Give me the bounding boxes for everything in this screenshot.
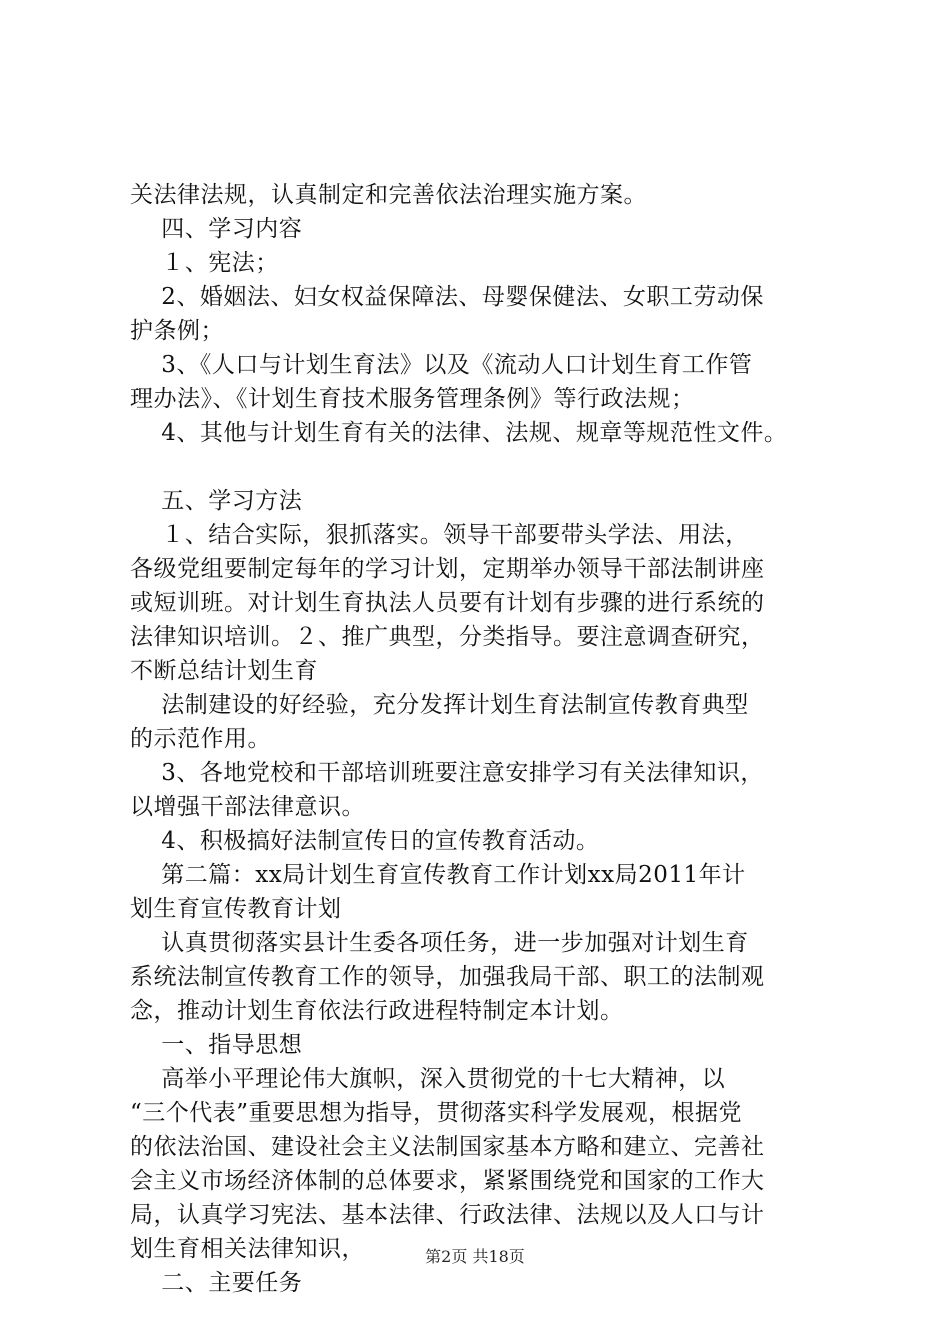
text-line: 2、婚姻法、妇女权益保障法、母婴保健法、女职工劳动保 xyxy=(130,284,764,310)
text-line: 会主义市场经济体制的总体要求，紧紧围绕党和国家的工作大 xyxy=(130,1168,765,1194)
text-line: 关法律法规，认真制定和完善依法治理实施方案。 xyxy=(130,182,647,208)
text-line: “三个代表”重要思想为指导，贯彻落实科学发展观，根据党 xyxy=(130,1100,743,1126)
section-heading: 二、主要任务 xyxy=(130,1270,303,1296)
text-line: 理办法》、《计划生育技术服务管理条例》等行政法规； xyxy=(130,386,695,412)
text-line: 认真贯彻落实县计生委各项任务，进一步加强对计划生育 xyxy=(130,930,749,956)
text-line: 不断总结计划生育 xyxy=(130,658,318,684)
section-heading: 四、学习内容 xyxy=(130,216,303,242)
text-line: １、结合实际，狠抓落实。领导干部要带头学法、用法， xyxy=(130,522,749,548)
text-line: 系统法制宣传教育工作的领导，加强我局干部、职工的法制观 xyxy=(130,964,765,990)
text-line: 划生育相关法律知识， xyxy=(130,1236,365,1262)
text-line: １、宪法； xyxy=(130,250,279,276)
text-line: 的示范作用。 xyxy=(130,726,271,752)
text-line: 法制建设的好经验，充分发挥计划生育法制宣传教育典型 xyxy=(130,692,749,718)
text-line: 护条例； xyxy=(130,318,224,344)
text-line: 以增强干部法律意识。 xyxy=(130,794,365,820)
text-line: 局，认真学习宪法、基本法律、行政法律、法规以及人口与计 xyxy=(130,1202,765,1228)
text-line: 4、其他与计划生育有关的法律、法规、规章等规范性文件。 xyxy=(130,420,788,446)
chapter-heading: 划生育宣传教育计划 xyxy=(130,896,342,922)
section-heading: 一、指导思想 xyxy=(130,1032,303,1058)
document-body xyxy=(130,178,842,1300)
page-number: 第2页 共18页 xyxy=(425,1247,525,1266)
section-heading: 五、学习方法 xyxy=(130,488,303,514)
blank-line xyxy=(130,450,842,484)
text-line: 3、《人口与计划生育法》以及《流动人口计划生育工作管 xyxy=(130,352,753,378)
text-line: 法律知识培训。２、推广典型，分类指导。要注意调查研究， xyxy=(130,624,765,650)
text-line: 各级党组要制定每年的学习计划，定期举办领导干部法制讲座 xyxy=(130,556,765,582)
chapter-heading: 第二篇：xx局计划生育宣传教育工作计划xx局2011年计 xyxy=(130,862,746,888)
text-line: 高举小平理论伟大旗帜，深入贯彻党的十七大精神，以 xyxy=(130,1066,726,1092)
text-line: 或短训班。对计划生育执法人员要有计划有步骤的进行系统的 xyxy=(130,590,765,616)
text-line: 念，推动计划生育依法行政进程特制定本计划。 xyxy=(130,998,624,1024)
text-line: 4、积极搞好法制宣传日的宣传教育活动。 xyxy=(130,828,600,854)
text-line: 的依法治国、建设社会主义法制国家基本方略和建立、完善社 xyxy=(130,1134,765,1160)
text-line: 3、各地党校和干部培训班要注意安排学习有关法律知识， xyxy=(130,760,764,786)
